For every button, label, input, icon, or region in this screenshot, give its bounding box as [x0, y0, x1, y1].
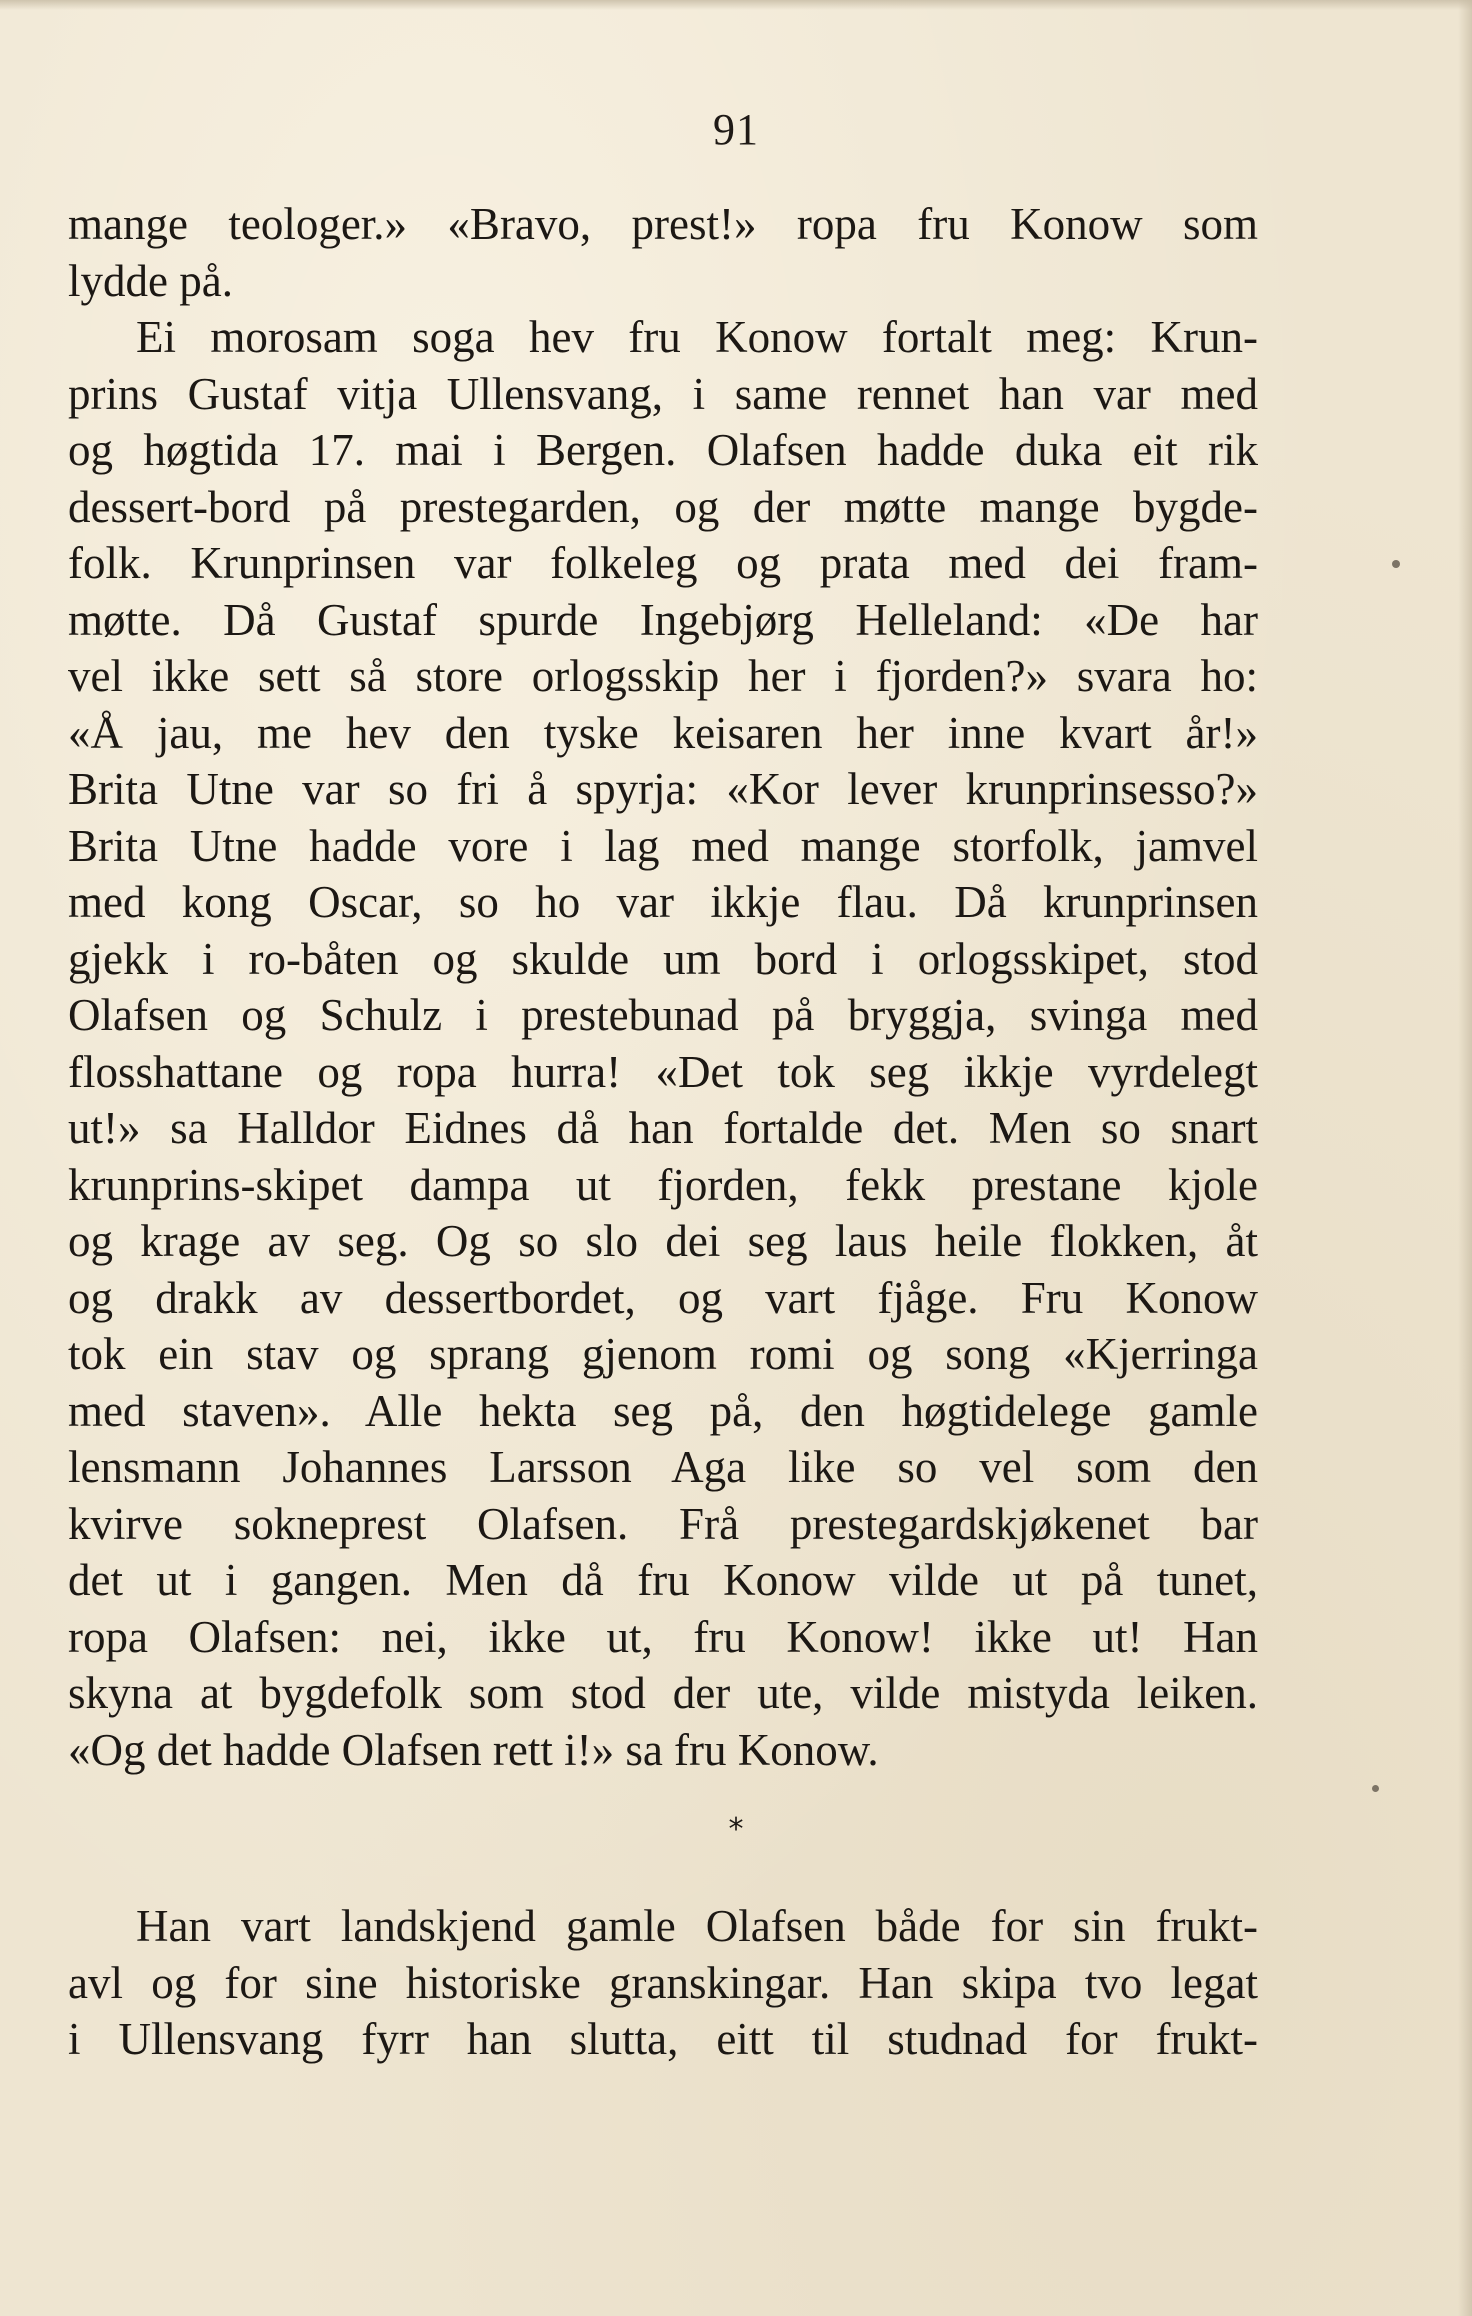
text-line: i Ullensvang fyrr han slutta, eitt til studnad for frukt- [68, 2014, 1258, 2064]
text-line: folk. Krunprinsen var folkeleg og prata med dei fram- [68, 538, 1258, 588]
text-line: vel ikke sett så store orlogsskip her i fjorden?» svara ho: [68, 651, 1258, 701]
text-line: Ei morosam soga hev fru Konow fortalt meg: Krun- [136, 312, 1258, 362]
page-number: 91 [713, 105, 759, 154]
body-text-continued [68, 1898, 1258, 2068]
text-line: Brita Utne var so fri å spyrja: «Kor lever krunprinsesso?» [68, 764, 1258, 814]
text-line: og høgtida 17. mai i Bergen. Olafsen hadde duka eit rik [68, 425, 1258, 475]
paper-speck [1372, 1785, 1379, 1792]
text-line: ropa Olafsen: nei, ikke ut, fru Konow! ikke ut! Han [68, 1611, 1258, 1662]
text-line: avl og for sine historiske granskingar. Han skipa tvo legat [68, 1957, 1258, 2008]
text-line: og drakk av dessertbordet, og vart fjåge. Fru Konow [68, 1272, 1258, 1323]
section-ornament: * [728, 1812, 744, 1847]
body-text [68, 196, 1258, 1778]
text-line: mange teologer.» «Bravo, prest!» ropa fru Konow som [68, 199, 1258, 249]
page-right-edge [1458, 0, 1472, 2316]
text-line: lydde på. [68, 255, 233, 306]
text-line: møtte. Då Gustaf spurde Ingebjørg Helleland: «De har [68, 594, 1258, 645]
paper-speck [1392, 560, 1400, 568]
text-line: med staven». Alle hekta seg på, den høgtidelege gamle [68, 1385, 1258, 1436]
text-line: det ut i gangen. Men då fru Konow vilde ut på tunet, [68, 1555, 1258, 1605]
text-line: Olafsen og Schulz i prestebunad på bryggja, svinga med [68, 990, 1258, 1040]
text-line: gjekk i ro-båten og skulde um bord i orlogsskipet, stod [68, 933, 1258, 984]
text-line: Han vart landskjend gamle Olafsen både for sin frukt- [136, 1901, 1258, 1951]
text-line: Brita Utne hadde vore i lag med mange storfolk, jamvel [68, 820, 1258, 871]
text-line: flosshattane og ropa hurra! «Det tok seg ikkje vyrdelegt [68, 1046, 1258, 1097]
text-line: kvirve sokneprest Olafsen. Frå prestegardskjøkenet bar [68, 1498, 1258, 1549]
text-line: prins Gustaf vitja Ullensvang, i same rennet han var med [68, 368, 1258, 419]
text-line: og krage av seg. Og so slo dei seg laus heile flokken, åt [68, 1216, 1258, 1266]
text-line: lensmann Johannes Larsson Aga like so vel som den [68, 1442, 1258, 1492]
text-line: krunprins-skipet dampa ut fjorden, fekk prestane kjole [68, 1159, 1258, 1210]
text-line: tok ein stav og sprang gjenom romi og song «Kjerringa [68, 1329, 1258, 1379]
text-line: «Og det hadde Olafsen rett i!» sa fru Konow. [68, 1724, 879, 1775]
text-line: dessert-bord på prestegarden, og der møtte mange bygde- [68, 481, 1258, 532]
text-line: «Å jau, me hev den tyske keisaren her inne kvart år!» [68, 707, 1258, 758]
text-line: skyna at bygdefolk som stod der ute, vilde mistyda leiken. [68, 1668, 1258, 1718]
page-top-edge [0, 0, 1472, 10]
text-line: med kong Oscar, so ho var ikkje flau. Då krunprinsen [68, 877, 1258, 927]
text-line: ut!» sa Halldor Eidnes då han fortalde det. Men so snart [68, 1103, 1258, 1153]
